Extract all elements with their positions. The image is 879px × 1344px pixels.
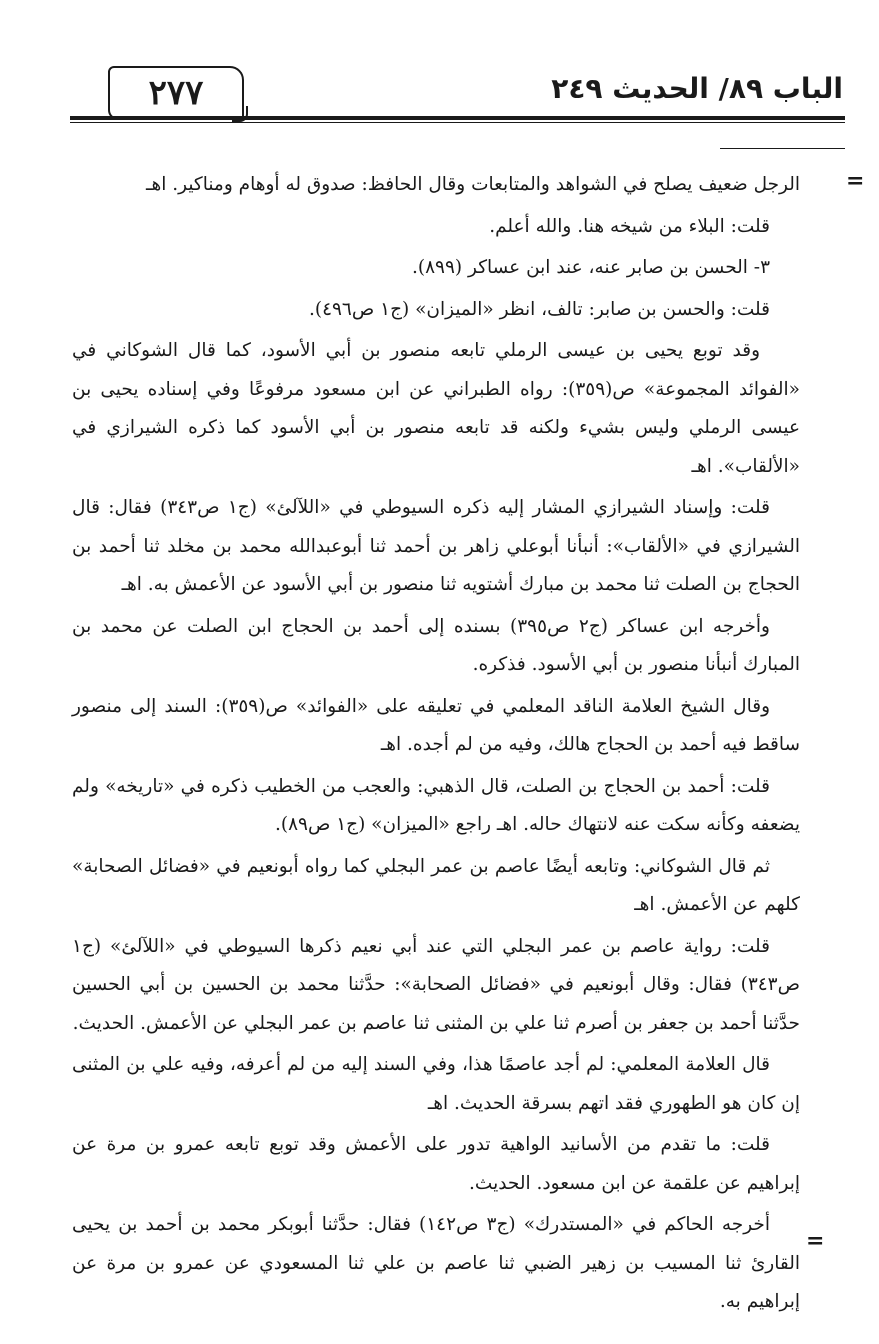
running-title: الباب ٨٩/ الحديث ٢٤٩ [551,72,843,105]
paragraph: قلت: البلاء من شيخه هنا. والله أعلم. [489,215,770,237]
page-number: ٢٧٧ [148,73,204,113]
page-body [72,166,800,1325]
header-rule-thick [70,116,845,120]
paragraph: وقد توبع يحيى بن عيسى الرملي تابعه منصور بن أبي الأسود، كما قال الشوكاني في «الفوائد المجموعة» ص(٣٥٩): رواه الطبراني عن ابن مسعود مرفوعًا وفي إسناده يحيى بن عيسى الرملي وليس بشيء ولكنه قد تابعه منصور بن أبي الأسود كما ذكره الشيرازي في «الألقاب». اهـ [72,340,800,477]
paragraph: قلت: أحمد بن الحجاج بن الصلت، قال الذهبي: والعجب من الخطيب ذكره في «تاريخه» ولم يضعفه وكأنه سكت عنه لانتهاك حاله. اهـ راجع «الميزان» (ج١ ص٨٩). [72,775,800,835]
continuation-mark-bottom: = [806,1228,825,1254]
header-rule-thin [70,122,845,123]
paragraph: أخرجه الحاكم في «المستدرك» (ج٣ ص١٤٢) فقال: حدَّثنا أبوبكر محمد بن أحمد بن يحيى القارئ ثنا المسيب بن زهير الضبي ثنا عاصم بن علي ثنا المسعودي عن عمرو بن مرة عن إبراهيم به. [72,1214,800,1312]
paragraph: قال العلامة المعلمي: لم أجد عاصمًا هذا، وفي السند إليه من لم أعرفه، وفيه علي بن المثنى إن كان هو الطهوري فقد اتهم بسرقة الحديث. اهـ [72,1054,800,1114]
paragraph: ٣- الحسن بن صابر عنه، عند ابن عساكر (٨٩٩). [411,257,770,278]
page-number-frame [108,66,244,120]
paragraph: قلت: رواية عاصم بن عمر البجلي التي عند أبي نعيم ذكرها السيوطي في «اللآلئ» (ج١ ص٣٤٣) فقال: وقال أبونعيم في «فضائل الصحابة»: حدَّثنا محمد بن الحسين بن أبي الحسين حدَّثنا أحمد بن جعفر بن أصرم ثنا علي بن المثنى ثنا عاصم بن عمر البجلي عن الأعمش. الحديث. [72,935,800,1034]
paragraph: وقال الشيخ العلامة الناقد المعلمي في تعليقه على «الفوائد» ص(٣٥٩): السند إلى منصور ساقط فيه أحمد بن الحجاج هالك، وفيه من لم أجده. اهـ [72,695,800,755]
paragraph: وأخرجه ابن عساكر (ج٢ ص٣٩٥) بسنده إلى أحمد بن الحجاج ابن الصلت عن محمد بن المبارك أنبأنا منصور بن أبي الأسود. فذكره. [72,615,800,675]
footnote-continuation-rule [720,148,845,149]
paragraph: ثم قال الشوكاني: وتابعه أيضًا عاصم بن عمر البجلي كما رواه أبونعيم في «فضائل الصحابة» كلهم عن الأعمش. اهـ [72,855,800,915]
paragraph: قلت: وإسناد الشيرازي المشار إليه ذكره السيوطي في «اللآلئ» (ج١ ص٣٤٣) فقال: قال الشيرازي في «الألقاب»: أنبأنا أبوعلي زاهر بن أحمد ثنا أبوعبدالله محمد بن مخلد ثنا أحمد بن الحجاج بن الصلت ثنا محمد بن مبارك أشتويه ثنا منصور بن أبي الأسود عن الأعمش به. اهـ [72,497,800,595]
paragraph: قلت: ما تقدم من الأسانيد الواهية تدور على الأعمش وقد توبع تابعه عمرو بن مرة عن إبراهيم عن علقمة عن ابن مسعود. الحديث. [72,1134,800,1194]
paragraph: قلت: والحسن بن صابر: تالف، انظر «الميزان» (ج١ ص٤٩٦). [308,298,770,320]
paragraph: الرجل ضعيف يصلح في الشواهد والمتابعات وقال الحافظ: صدوق له أوهام ومناكير. اهـ [146,174,800,195]
continuation-mark-top: = [846,168,865,194]
page-header [70,62,845,122]
